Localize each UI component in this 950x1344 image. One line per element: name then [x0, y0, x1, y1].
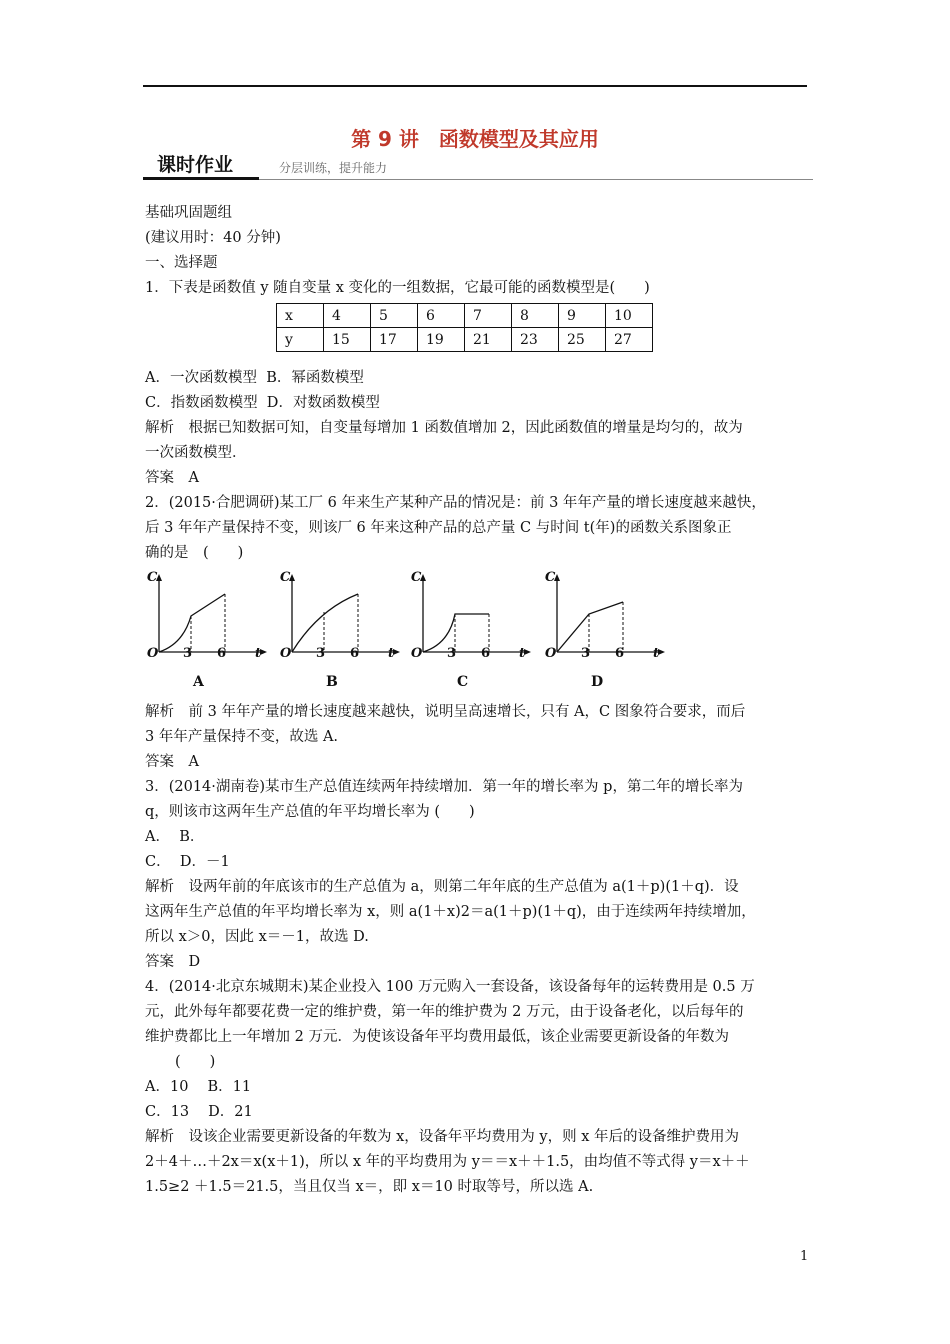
graph-a-caption: A [193, 674, 204, 690]
table-cell: 19 [418, 328, 465, 352]
q2-solution-cont: 3 年年产量保持不变，故选 A. [145, 729, 339, 745]
origin-label: O [411, 646, 423, 661]
q4-solution-end: 1.5≥2 ＋1.5＝21.5，当且仅当 x＝，即 x＝10 时取等号，所以选 A. [145, 1179, 594, 1195]
axis-c-label: C [147, 570, 158, 585]
q1-options-cd: C．指数函数模型 D．对数函数模型 [145, 395, 380, 411]
q1-data-table [276, 303, 653, 352]
q1-solution-cont: 一次函数模型． [145, 445, 247, 461]
q3-options-cd: C． D．－1 [145, 854, 230, 870]
time-note: (建议用时：40 分钟) [145, 230, 281, 246]
q2-solution: 解析 前 3 年年产量的增长速度越来越快，说明呈高速增长，只有 A，C 图象符合要求，而后 [145, 704, 746, 720]
section-band [143, 150, 813, 182]
header-rule [143, 85, 807, 87]
axis-c-label: C [411, 570, 422, 585]
q4-solution-cont: 2＋4＋…＋2x＝x(x＋1)，所以 x 年的平均费用为 y＝＝x＋＋1.5，由均值不等式得 y＝x＋＋ [145, 1154, 750, 1170]
table-row [277, 304, 653, 328]
page-title: 第 9 讲 函数模型及其应用 [351, 127, 599, 151]
graph-a [145, 570, 270, 698]
q4-options-cd: C．13 D．21 [145, 1104, 253, 1120]
table-cell: x [277, 304, 324, 328]
table-cell: 23 [512, 328, 559, 352]
q3-stem-cont: q，则该市这两年生产总值的年平均增长率为 ( ) [145, 804, 475, 820]
table-cell: 6 [418, 304, 465, 328]
graph-c-plot [409, 570, 534, 670]
table-cell: 8 [512, 304, 559, 328]
axis-t-label: t [519, 646, 526, 661]
q1-options-ab: A．一次函数模型 B．幂函数模型 [145, 370, 364, 386]
axis-t-label: t [255, 646, 262, 661]
q2-graph-options [145, 570, 809, 700]
tick-3-label: 3 [581, 646, 591, 661]
table-row [277, 328, 653, 352]
axis-t-label: t [388, 646, 395, 661]
page-number: 1 [800, 1249, 809, 1264]
table-cell: 17 [371, 328, 418, 352]
table-cell: 10 [606, 304, 653, 328]
origin-label: O [147, 646, 159, 661]
axis-c-label: C [545, 570, 556, 585]
tick-3-label: 3 [183, 646, 193, 661]
q3-solution-cont: 这两年生产总值的年平均增长率为 x，则 a(1＋x)2＝a(1＋p)(1＋q)，由于连续两年持续增加， [145, 904, 756, 920]
table-cell: 27 [606, 328, 653, 352]
table-cell: 25 [559, 328, 606, 352]
tick-3-label: 3 [316, 646, 326, 661]
graph-c [409, 570, 534, 698]
graph-d-caption: D [591, 674, 604, 690]
table-cell: 15 [324, 328, 371, 352]
graph-a-plot [145, 570, 270, 670]
q4-options-ab: A．10 B．11 [145, 1079, 252, 1095]
table-cell: y [277, 328, 324, 352]
q4-stem: 4．(2014·北京东城期末)某企业投入 100 万元购入一套设备，该设备每年的运转费用是 0.5 万 [145, 979, 755, 995]
table-cell: 4 [324, 304, 371, 328]
q1-solution: 解析 根据已知数据可知，自变量每增加 1 函数值增加 2，因此函数值的增量是均匀的，故为 [145, 420, 743, 436]
q3-solution: 解析 设两年前的年底该市的生产总值为 a，则第二年年底的生产总值为 a(1＋p)(1＋q)．设 [145, 879, 739, 895]
q3-answer: 答案 D [145, 954, 201, 970]
table-cell: 9 [559, 304, 606, 328]
q3-options-ab: A． B． [145, 829, 205, 845]
q1-stem: 1．下表是函数值 y 随自变量 x 变化的一组数据，它最可能的函数模型是( ) [145, 280, 650, 296]
q2-answer: 答案 A [145, 754, 199, 770]
axis-t-label: t [653, 646, 660, 661]
band-line [259, 179, 813, 180]
q4-stem-cont2: 维护费都比上一年增加 2 万元．为使该设备年平均费用最低，该企业需要更新设备的年数为 [145, 1029, 729, 1045]
tick-3-label: 3 [447, 646, 457, 661]
q3-stem: 3．(2014·湖南卷)某市生产总值连续两年持续增加．第一年的增长率为 p，第二年的增长率为 [145, 779, 743, 795]
table-cell: 5 [371, 304, 418, 328]
graph-d [543, 570, 668, 698]
q2-stem-end: 确的是 ( ) [145, 545, 244, 561]
table-cell: 21 [465, 328, 512, 352]
q4-stem-cont: 元，此外每年都要花费一定的维护费，第一年的维护费为 2 万元，由于设备老化，以后每年的 [145, 1004, 744, 1020]
q1-answer: 答案 A [145, 470, 199, 486]
q2-stem: 2．(2015·合肥调研)某工厂 6 年来生产某种产品的情况是：前 3 年年产量的增长速度越来越快， [145, 495, 766, 511]
band-subtitle: 分层训练，提升能力 [279, 161, 388, 175]
part-heading: 一、选择题 [145, 255, 218, 271]
band-tab: 课时作业 [143, 150, 259, 180]
tick-6-label: 6 [481, 646, 491, 661]
graph-b-caption: B [326, 674, 338, 690]
q4-stem-end: ( ) [175, 1054, 216, 1070]
origin-label: O [280, 646, 292, 661]
tick-6-label: 6 [217, 646, 227, 661]
q2-stem-cont: 后 3 年年产量保持不变，则该厂 6 年来这种产品的总产量 C 与时间 t(年)的函数关系图象正 [145, 520, 732, 536]
axis-c-label: C [280, 570, 291, 585]
tick-6-label: 6 [615, 646, 625, 661]
graph-d-plot [543, 570, 668, 670]
origin-label: O [545, 646, 557, 661]
group-heading: 基础巩固题组 [145, 205, 232, 221]
q3-solution-end: 所以 x＞0，因此 x＝－1，故选 D. [145, 929, 369, 945]
tick-6-label: 6 [350, 646, 360, 661]
graph-b-plot [278, 570, 403, 670]
table-cell: 7 [465, 304, 512, 328]
graph-b [278, 570, 403, 698]
worksheet-body [145, 201, 809, 1200]
graph-c-caption: C [457, 674, 469, 690]
q4-solution: 解析 设该企业需要更新设备的年数为 x，设备年平均费用为 y，则 x 年后的设备维护费用为 [145, 1129, 739, 1145]
